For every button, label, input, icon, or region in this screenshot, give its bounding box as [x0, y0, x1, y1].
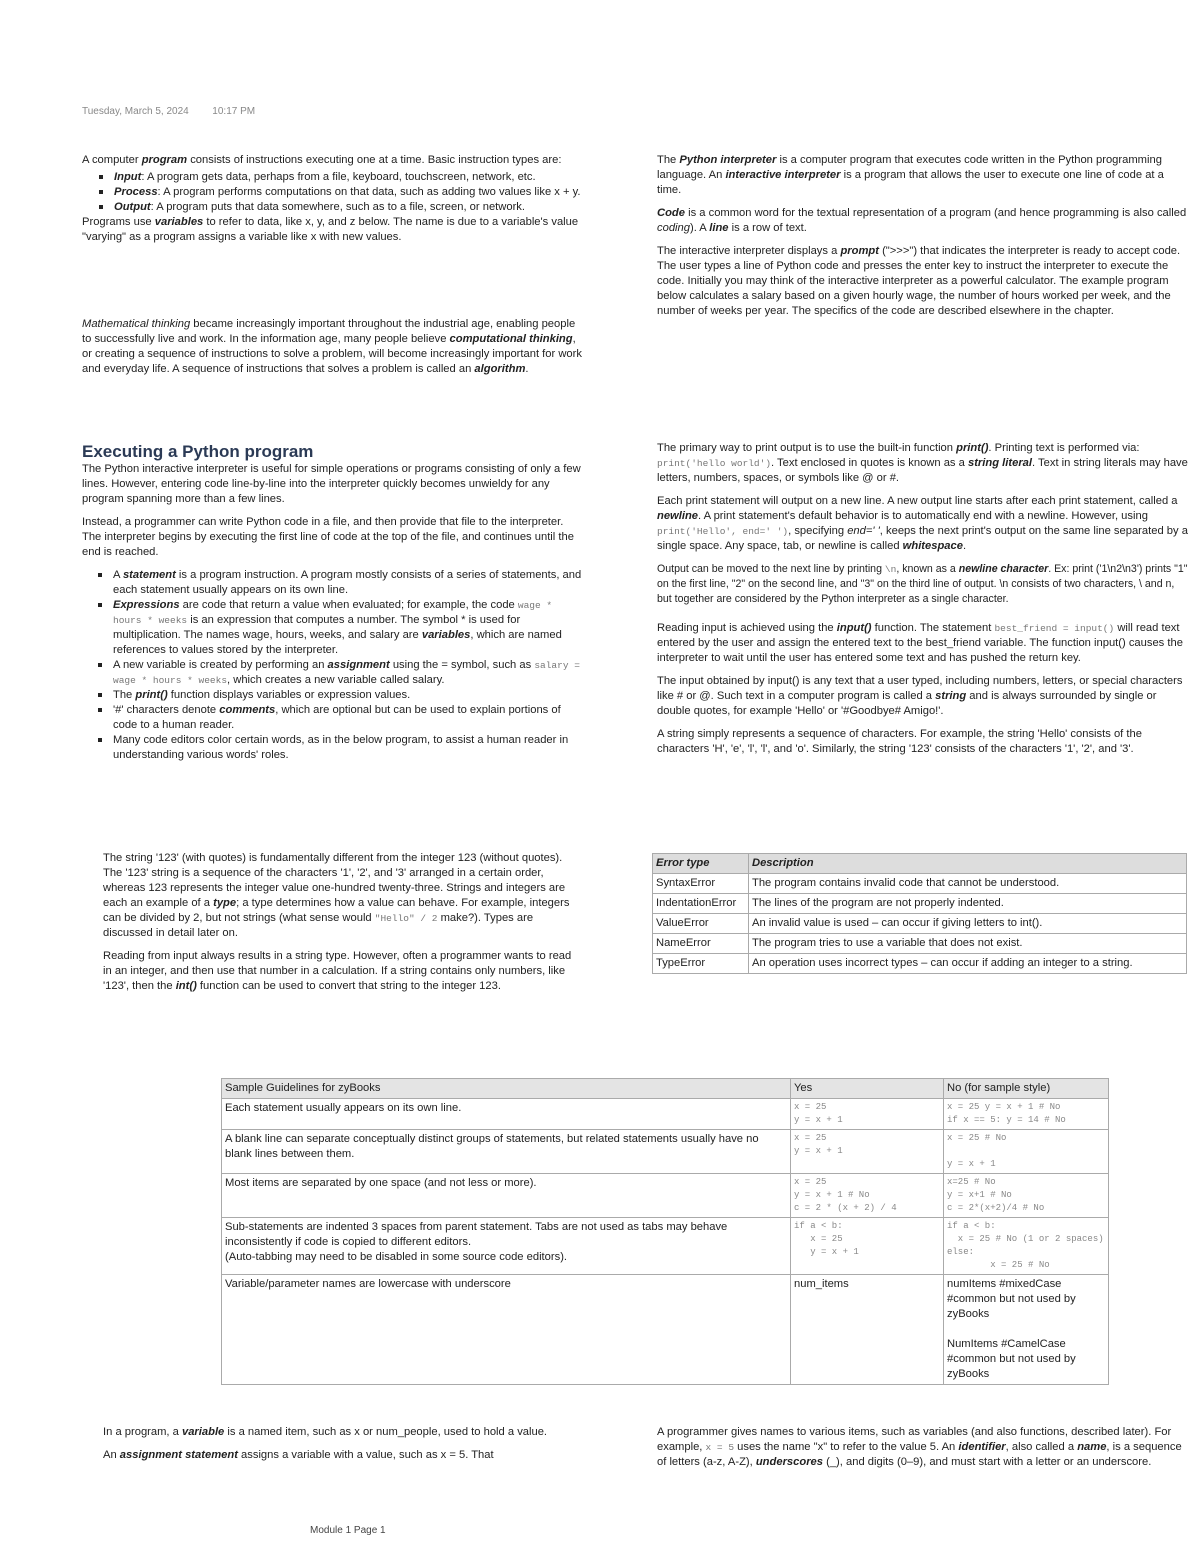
error-name: IndentationError	[653, 894, 749, 914]
variable-paragraph: In a program, a variable is a named item, such as x or num_people, used to hold a value.	[103, 1426, 548, 1438]
guideline-text: Variable/parameter names are lowercase with underscore	[222, 1275, 791, 1385]
executing-paragraph-2: Instead, a programmer can write Python code in a file, and then provide that file to the interpreter. The interpreter begins by executing the first line of code at the top of the file, and continues until the end is reached.	[82, 516, 574, 558]
no-example: if a < b: x = 25 # No (1 or 2 spaces) else: x = 25 # No	[944, 1218, 1109, 1275]
table-row	[653, 914, 1187, 934]
guideline-text: Most items are separated by one space (and not less or more).	[222, 1174, 791, 1218]
yes-example: if a < b: x = 25 y = x + 1	[791, 1218, 944, 1275]
guideline-text: Sub-statements are indented 3 spaces from parent statement. Tabs are not used as tabs may behave inconsistently if code is copied to different editors. (Auto-tabbing may need to be disabled in some source code editors).	[222, 1218, 791, 1275]
string-paragraph: The input obtained by input() is any text that a user typed, including numbers, letters, or special characters like # or @. Such text in a computer program is called a string and is always surrounded by single or double quotes, for example 'Hello' or '#Goodbye# Amigo!'.	[657, 675, 1183, 717]
yes-example: num_items	[791, 1275, 944, 1385]
thinking-block	[82, 317, 582, 385]
list-item: Output: A program puts that data somewhere, such as to a file, screen, or network.	[114, 200, 607, 215]
page-footer: Module 1 Page 1	[310, 1525, 386, 1536]
prompt-paragraph: The interactive interpreter displays a prompt (">>>") that indicates the interpreter is ready to accept code. The user types a line of Python code and presses the enter key to instruct the interpreter to execute the code. Initially you may think of the interactive interpreter as a powerful calculator. The example program below calculates a salary based on a given hourly wage, the number of hours worked per week, and the number of weeks per year. The specifics of the code are described elsewhere in the chapter.	[657, 245, 1181, 317]
variable-block	[103, 1425, 563, 1471]
section-heading: Executing a Python program	[82, 442, 314, 461]
table-row	[222, 1275, 1109, 1385]
table-row	[653, 934, 1187, 954]
error-description: The lines of the program are not properly indented.	[749, 894, 1187, 914]
input-paragraph: Reading input is achieved using the input() function. The statement best_friend = input() will read text entered by the user and assign the entered text to the best_friend variable. The function input() causes the interpreter to wait until the user has entered some text and has pushed the return key.	[657, 622, 1183, 664]
sequence-paragraph: A string simply represents a sequence of characters. For example, the string 'Hello' consists of the characters 'H', 'e', 'l', 'l', and 'o'. Similarly, the string '123' consists of the characters '1', '2', and '3'.	[657, 728, 1142, 755]
intro-paragraph: A computer program consists of instructions executing one at a time. Basic instruction types are:	[82, 154, 562, 166]
table-header-row	[222, 1079, 1109, 1099]
list-item: Many code editors color certain words, as in the below program, to assist a human reader in understanding various words' roles.	[113, 733, 583, 763]
column-header: Sample Guidelines for zyBooks	[222, 1079, 791, 1099]
guidelines-table	[221, 1078, 1109, 1385]
list-item: Process: A program performs computations on that data, such as adding two values like x + y.	[114, 185, 607, 200]
list-item: The print() function displays variables or expression values.	[113, 688, 583, 703]
print-input-block	[657, 441, 1189, 765]
error-description: The program tries to use a variable that does not exist.	[749, 934, 1187, 954]
yes-example: x = 25 y = x + 1 # No c = 2 * (x + 2) / 4	[791, 1174, 944, 1218]
table-row	[653, 954, 1187, 974]
types-block	[103, 851, 573, 1002]
column-header: Error type	[653, 854, 749, 874]
table-row	[222, 1099, 1109, 1130]
list-item: A new variable is created by performing an assignment using the = symbol, such as salary = wage * hours * weeks, which creates a new variable called salary.	[113, 658, 583, 688]
table-row	[222, 1174, 1109, 1218]
table-row	[222, 1218, 1109, 1275]
error-name: TypeError	[653, 954, 749, 974]
interpreter-block	[657, 153, 1189, 327]
executing-paragraph-1: The Python interactive interpreter is useful for simple operations or programs consisting of only a few lines. However, entering code line-by-line into the interpreter quickly becomes unwieldy for any program spanning more than a few lines.	[82, 463, 581, 505]
error-description: An operation uses incorrect types – can occur if adding an integer to a string.	[749, 954, 1187, 974]
int-paragraph: Reading from input always results in a string type. However, often a programmer wants to read in an integer, and then use that number in a calculation. If a string contains only numbers, like '123', then the int() function can be used to convert that string to the integer 123.	[103, 950, 572, 992]
concepts-list	[82, 568, 583, 763]
date-text: Tuesday, March 5, 2024	[82, 106, 189, 117]
page-timestamp	[82, 104, 255, 119]
types-paragraph: The string '123' (with quotes) is fundamentally different from the integer 123 (without quotes). The '123' string is a sequence of the characters '1', '2', and '3' arranged in a certain order, whereas 123 represents the integer value one-hundred twenty-three. Strings and integers are each an example of a type; a type determines how a value can behave. For example, integers can be divided by 2, but not strings (what sense would "Hello" / 2 make?). Types are discussed in detail later on.	[103, 852, 570, 939]
error-name: ValueError	[653, 914, 749, 934]
assignment-paragraph: An assignment statement assigns a variable with a value, such as x = 5. That	[103, 1449, 494, 1461]
column-header: No (for sample style)	[944, 1079, 1109, 1099]
yes-example: x = 25 y = x + 1	[791, 1099, 944, 1130]
newline-char-paragraph: Output can be moved to the next line by printing \n, known as a newline character. Ex: print ('1\n2\n3') prints "1" on the first line, "2" on the second line, and "3" on the third line of output. \n consists of two characters, \ and n, but together are considered by the Python interpreter as a single character.	[657, 563, 1188, 605]
variables-paragraph: Programs use variables to refer to data, like x, y, and z below. The name is due to a variable's value "varying" as a program assigns a variable like x with new values.	[82, 216, 579, 243]
table-header-row	[653, 854, 1187, 874]
yes-example: x = 25 y = x + 1	[791, 1130, 944, 1174]
column-header: Yes	[791, 1079, 944, 1099]
column-header: Description	[749, 854, 1187, 874]
thinking-paragraph: Mathematical thinking became increasingly important throughout the industrial age, enabling people to successfully live and work. In the information age, many people believe computational thinking, or creating a sequence of instructions to solve a problem, will become increasingly important for work and everyday life. A sequence of instructions that solves a problem is called an algorithm.	[82, 318, 582, 375]
table-row	[222, 1130, 1109, 1174]
error-name: SyntaxError	[653, 874, 749, 894]
no-example: x=25 # No y = x+1 # No c = 2*(x+2)/4 # No	[944, 1174, 1109, 1218]
print-paragraph: The primary way to print output is to use the built-in function print(). Printing text is performed via: print('hello world'). Text enclosed in quotes is known as a string literal. Text in string literals may have letters, numbers, spaces, or symbols like @ or #.	[657, 442, 1188, 484]
executing-section	[82, 442, 582, 763]
no-example: x = 25 # No y = x + 1	[944, 1130, 1109, 1174]
error-types-table	[652, 853, 1187, 974]
identifier-paragraph: A programmer gives names to various items, such as variables (and also functions, described later). For example, x = 5 uses the name "x" to refer to the value 5. An identifier, also called a name, is a sequence of letters (a-z, A-Z), underscores (_), and digits (0–9), and must start with a letter or an underscore.	[657, 1426, 1182, 1468]
guideline-text: Each statement usually appears on its own line.	[222, 1099, 791, 1130]
code-paragraph: Code is a common word for the textual representation of a program (and hence programming is also called coding). A line is a row of text.	[657, 207, 1187, 234]
newline-paragraph: Each print statement will output on a new line. A new output line starts after each print statement, called a newline. A print statement's default behavior is to automatically end with a newline. However, using print('Hello', end=' '), specifying end=' ', keeps the next print's output on the same line separated by a single space. Any space, tab, or newline is called whitespace.	[657, 495, 1188, 552]
identifier-block	[657, 1425, 1187, 1478]
list-item: A statement is a program instruction. A program mostly consists of a series of statements, and each statement usually appears on its own line.	[113, 569, 582, 596]
intro-block	[82, 153, 607, 253]
table-row	[653, 894, 1187, 914]
list-item: '#' characters denote comments, which are optional but can be used to explain portions of code to a human reader.	[113, 703, 583, 733]
guideline-text: A blank line can separate conceptually distinct groups of statements, but related statements usually have no blank lines between them.	[222, 1130, 791, 1174]
instruction-types-list	[82, 170, 607, 215]
list-item: Expressions are code that return a value when evaluated; for example, the code wage * hours * weeks is an expression that computes a number. The symbol * is used for multiplication. The names wage, hours, weeks, and salary are variables, which are named references to values stored by the interpreter.	[113, 598, 583, 658]
interpreter-paragraph: The Python interpreter is a computer program that executes code written in the Python programming language. An interactive interpreter is a program that allows the user to execute one line of code at a time.	[657, 154, 1164, 196]
no-example: numItems #mixedCase #common but not used by zyBooks NumItems #CamelCase #common but not used by zyBooks	[944, 1275, 1109, 1385]
error-description: The program contains invalid code that cannot be understood.	[749, 874, 1187, 894]
error-description: An invalid value is used – can occur if giving letters to int().	[749, 914, 1187, 934]
table-row	[653, 874, 1187, 894]
error-name: NameError	[653, 934, 749, 954]
list-item: Input: A program gets data, perhaps from a file, keyboard, touchscreen, network, etc.	[114, 170, 607, 185]
time-text: 10:17 PM	[212, 106, 256, 117]
no-example: x = 25 y = x + 1 # No if x == 5: y = 14 # No	[944, 1099, 1109, 1130]
